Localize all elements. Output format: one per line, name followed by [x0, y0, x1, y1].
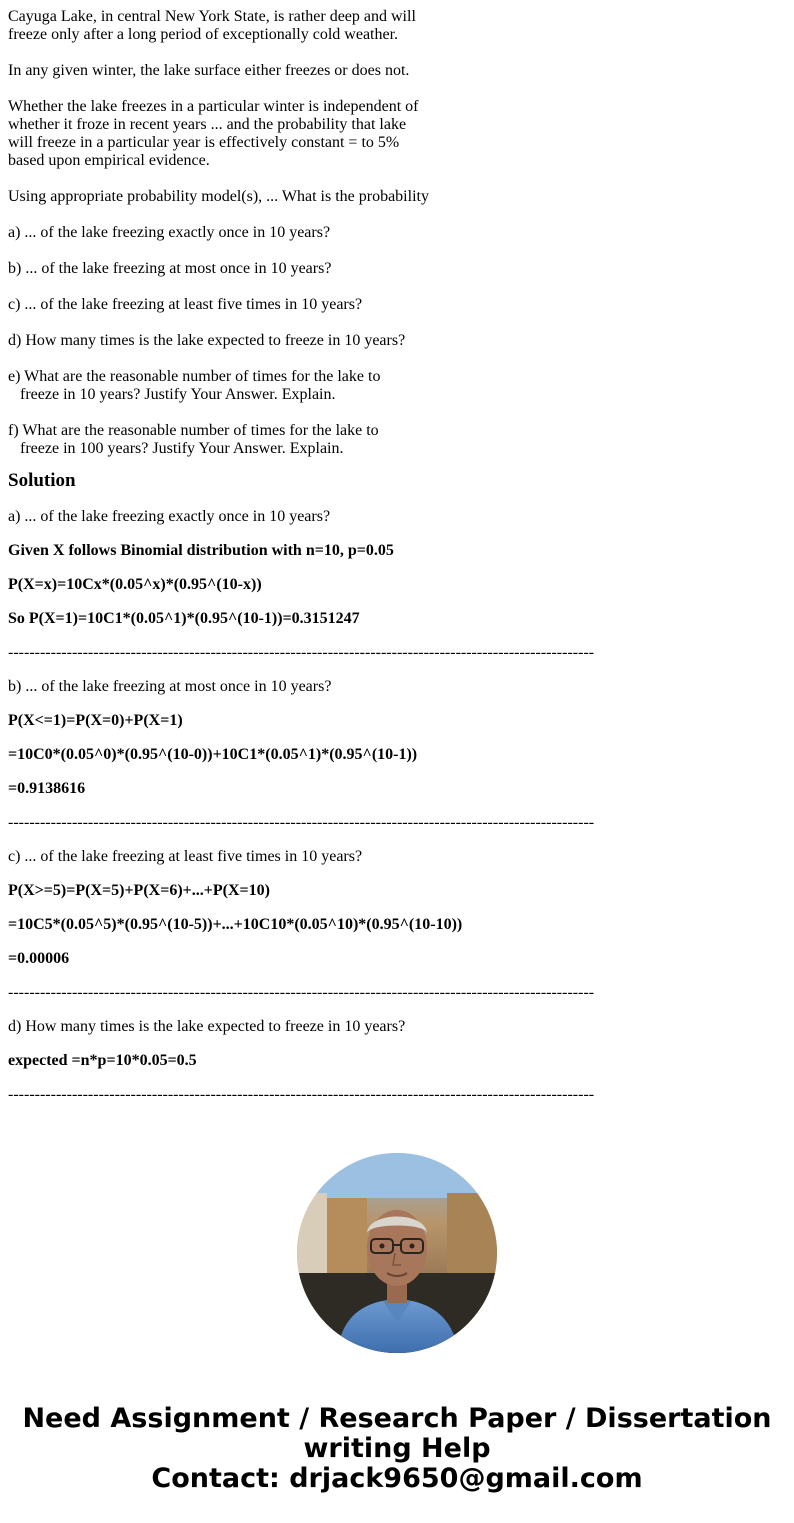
solution-c-step-2: =10C5*(0.05^5)*(0.95^(10-5))+...+10C10*(0.05^10)*(0.95^(10-10)) [8, 916, 463, 933]
author-portrait-image [297, 1153, 497, 1353]
question-surface: In any given winter, the lake surface either freezes or does not. [8, 62, 410, 79]
question-block [8, 8, 786, 458]
solution-b-result: =0.9138616 [8, 780, 86, 797]
question-part-c: c) ... of the lake freezing at least five times in 10 years? [8, 296, 363, 313]
question-part-b: b) ... of the lake freezing at most once in 10 years? [8, 260, 332, 277]
question-independence-line-1: Whether the lake freezes in a particular winter is independent of [8, 98, 419, 115]
question-independence-line-2: whether it froze in recent years ... and the probability that lake [8, 116, 407, 133]
promo-line-2: writing Help [303, 1433, 491, 1464]
author-avatar [297, 1153, 497, 1353]
solution-c-question: c) ... of the lake freezing at least five times in 10 years? [8, 848, 363, 865]
solution-a-question: a) ... of the lake freezing exactly once in 10 years? [8, 508, 331, 525]
question-intro-line-2: freeze only after a long period of exceptionally cold weather. [8, 26, 399, 43]
solution-c-result: =0.00006 [8, 950, 70, 967]
question-part-f-line-1: f) What are the reasonable number of times for the lake to [8, 422, 379, 439]
solution-b-step-1: P(X<=1)=P(X=0)+P(X=1) [8, 712, 183, 729]
separator-rule: -------------------------------------------------------------------------------------------------------------- [8, 1086, 595, 1103]
separator-rule: -------------------------------------------------------------------------------------------------------------- [8, 984, 595, 1001]
promo-contact-line: Contact: drjack9650@gmail.com [151, 1463, 643, 1494]
separator-rule: -------------------------------------------------------------------------------------------------------------- [8, 814, 595, 831]
question-prompt: Using appropriate probability model(s), ... What is the probability [8, 188, 429, 205]
solution-d-result: expected =n*p=10*0.05=0.5 [8, 1052, 197, 1069]
solution-a-given: Given X follows Binomial distribution with n=10, p=0.05 [8, 542, 394, 559]
question-part-e-line-1: e) What are the reasonable number of times for the lake to [8, 368, 381, 385]
promo-line-1: Need Assignment / Research Paper / Dissertation [22, 1403, 772, 1434]
solution-c-step-1: P(X>=5)=P(X=5)+P(X=6)+...+P(X=10) [8, 882, 270, 899]
question-part-e-line-2: freeze in 10 years? Justify Your Answer. Explain. [8, 386, 336, 403]
solution-heading: Solution [8, 470, 76, 491]
question-part-a: a) ... of the lake freezing exactly once in 10 years? [8, 224, 331, 241]
separator-rule: -------------------------------------------------------------------------------------------------------------- [8, 644, 595, 661]
question-independence-line-4: based upon empirical evidence. [8, 152, 210, 169]
question-independence-line-3: will freeze in a particular year is effectively constant = to 5% [8, 134, 400, 151]
solution-b-step-2: =10C0*(0.05^0)*(0.95^(10-0))+10C1*(0.05^1)*(0.95^(10-1)) [8, 746, 418, 763]
promo-banner [0, 1404, 794, 1494]
question-part-d: d) How many times is the lake expected to freeze in 10 years? [8, 332, 406, 349]
question-part-f-line-2: freeze in 100 years? Justify Your Answer. Explain. [8, 440, 344, 457]
solution-block [8, 470, 786, 1104]
question-intro-line-1: Cayuga Lake, in central New York State, is rather deep and will [8, 8, 416, 25]
solution-a-formula: P(X=x)=10Cx*(0.05^x)*(0.95^(10-x)) [8, 576, 262, 593]
solution-b-question: b) ... of the lake freezing at most once in 10 years? [8, 678, 332, 695]
solution-d-question: d) How many times is the lake expected to freeze in 10 years? [8, 1018, 406, 1035]
solution-a-result: So P(X=1)=10C1*(0.05^1)*(0.95^(10-1))=0.3151247 [8, 610, 360, 627]
